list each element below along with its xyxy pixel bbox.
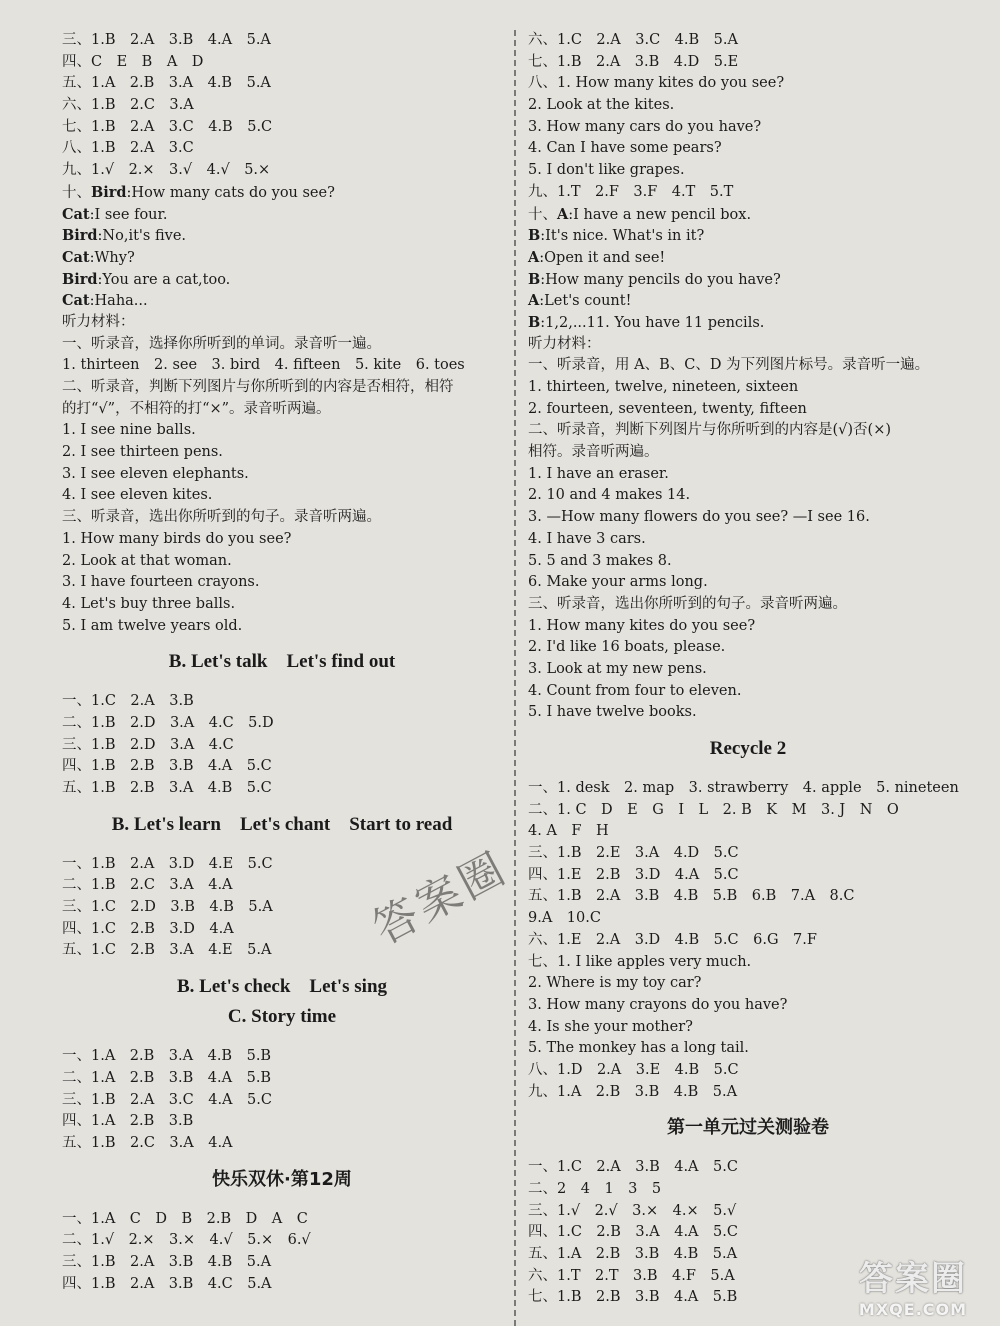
spacer <box>528 1143 968 1157</box>
answer-line: 七、1. I like apples very much. <box>528 953 752 970</box>
answer-line: 3. I have fourteen crayons. <box>62 574 260 591</box>
answer-line: Bird:No,it's five. <box>62 227 187 245</box>
answer-line: 1. thirteen 2. see 3. bird 4. fifteen 5. kite 6. toes <box>62 357 465 374</box>
answer-line: 七、1.B 2.A 3.C 4.B 5.C <box>62 118 273 135</box>
spacer <box>528 764 968 778</box>
answer-line: 3. Look at my new pens. <box>528 660 707 677</box>
speaker-label: A <box>557 205 569 223</box>
answer-line: 4. Let's buy three balls. <box>62 595 236 612</box>
answer-line: 四、1.B 2.B 3.B 4.A 5.C <box>62 758 272 775</box>
answer-line: Cat:I see four. <box>62 205 168 223</box>
answer-line: 九、1.A 2.B 3.B 4.B 5.A <box>528 1083 738 1100</box>
answer-line: 八、1.B 2.A 3.C <box>62 140 194 157</box>
answer-line: A:Let's count! <box>528 292 632 310</box>
speaker-label: Bird <box>62 227 98 245</box>
speaker-label: Cat <box>62 248 90 266</box>
answer-line: Cat:Haha... <box>62 292 148 310</box>
answer-line: 5. I am twelve years old. <box>62 617 243 634</box>
answer-line: 5. 5 and 3 makes 8. <box>528 552 672 569</box>
answer-line: 六、1.E 2.A 3.D 4.B 5.C 6.G 7.F <box>528 931 817 948</box>
answer-line: 四、1.E 2.B 3.D 4.A 5.C <box>528 866 739 883</box>
answer-line: 一、1. desk 2. map 3. strawberry 4. apple 5. nineteen <box>528 780 959 796</box>
left-column <box>62 30 502 1295</box>
answer-line: 的打“√”，不相符的打“×”。录音听两遍。 <box>62 400 331 417</box>
answer-line: B:How many pencils do you have? <box>528 270 781 288</box>
answer-line: 三、1.B 2.A 3.B 4.B 5.A <box>62 1253 272 1270</box>
answer-line: 五、1.A 2.B 3.A 4.B 5.A <box>62 75 271 92</box>
answer-line: 一、1.A C D B 2.B D A C <box>62 1210 308 1227</box>
answer-line: 5. I don't like grapes. <box>528 162 685 179</box>
answer-line: 3. I see eleven elephants. <box>62 465 249 482</box>
answer-line: 八、1. How many kites do you see? <box>528 75 785 92</box>
section-heading: C. Story time <box>227 1006 337 1028</box>
answer-line: 6. Make your arms long. <box>528 574 708 591</box>
spacer <box>62 962 502 972</box>
answer-line: 二、听录音，判断下列图片与你所听到的内容是(√)否(×) <box>528 422 892 439</box>
speaker-label: B <box>528 227 541 245</box>
answer-line: 十、A:I have a new pencil box. <box>528 205 752 223</box>
answer-line: 1. How many birds do you see? <box>62 530 292 547</box>
answer-line: 三、1.B 2.D 3.A 4.C <box>62 736 234 753</box>
answer-line: 二、2 4 1 3 5 <box>528 1181 662 1197</box>
answer-line: 九、1.T 2.F 3.F 4.T 5.T <box>528 183 734 200</box>
logo-text: 答案圈 <box>859 1259 967 1299</box>
answer-line: 5. I have twelve books. <box>528 704 697 721</box>
answer-line: 2. I see thirteen pens. <box>62 444 223 461</box>
answer-line: 四、1.C 2.B 3.D 4.A <box>62 920 234 937</box>
answer-line: 二、听录音，判断下列图片与你所听到的内容是否相符，相符 <box>62 379 454 395</box>
answer-line: 5. The monkey has a long tail. <box>528 1040 749 1057</box>
spacer <box>62 1032 502 1046</box>
answer-line: 九、1.√ 2.× 3.√ 4.√ 5.× <box>62 162 271 179</box>
answer-line: 4. I see eleven kites. <box>62 487 213 504</box>
answer-line: 2. I'd like 16 boats, please. <box>528 639 726 656</box>
spacer <box>528 1103 968 1113</box>
section-heading: B. Let's talk Let's find out <box>168 651 396 673</box>
answer-line: B:1,2,...11. You have 11 pencils. <box>528 313 765 331</box>
answer-line: 三、1.B 2.E 3.A 4.D 5.C <box>528 845 739 862</box>
right-column <box>528 30 968 1309</box>
speaker-label: B <box>528 270 541 288</box>
answer-line: 五、1.B 2.B 3.A 4.B 5.C <box>62 780 272 796</box>
answer-line: Bird:You are a cat,too. <box>62 270 231 288</box>
speaker-label: Cat <box>62 205 90 223</box>
answer-line: 四、1.B 2.A 3.B 4.C 5.A <box>62 1275 272 1292</box>
spacer <box>62 800 502 810</box>
answer-line: 4. Can I have some pears? <box>528 140 722 157</box>
answer-line: 十、Bird:How many cats do you see? <box>62 183 335 201</box>
answer-line: 一、听录音，选择你所听到的单词。录音听一遍。 <box>62 335 381 352</box>
answer-line: 1. I see nine balls. <box>62 422 196 439</box>
spacer <box>62 677 502 691</box>
answer-line: B:It's nice. What's in it? <box>528 227 705 245</box>
answer-line: 二、1.B 2.D 3.A 4.C 5.D <box>62 714 274 731</box>
spacer <box>62 637 502 647</box>
speaker-label: A <box>528 292 540 310</box>
answer-line: 1. thirteen, twelve, nineteen, sixteen <box>528 379 799 395</box>
answer-line: 五、1.B 2.C 3.A 4.A <box>62 1134 233 1151</box>
answer-line: 五、1.C 2.B 3.A 4.E 5.A <box>62 942 272 959</box>
answer-line: 六、1.C 2.A 3.C 4.B 5.A <box>528 32 738 48</box>
answer-line: 二、1.A 2.B 3.B 4.A 5.B <box>62 1069 272 1086</box>
answer-line: 3. How many cars do you have? <box>528 118 762 135</box>
spacer <box>528 724 968 734</box>
answer-line: A:Open it and see! <box>528 248 666 266</box>
spacer <box>62 1195 502 1209</box>
answer-line: 一、1.A 2.B 3.A 4.B 5.B <box>62 1048 272 1065</box>
handwritten-watermark: 答案圈 <box>365 842 517 955</box>
answer-line: 一、1.C 2.A 3.B 4.A 5.C <box>528 1159 738 1176</box>
speaker-label: A <box>528 248 540 266</box>
answer-line: 四、C E B A D <box>62 53 204 70</box>
site-logo <box>838 1254 988 1319</box>
answer-line: 4. Count from four to eleven. <box>528 682 742 699</box>
answer-line: 六、1.T 2.T 3.B 4.F 5.A <box>528 1267 735 1284</box>
answer-line: 1. I have an eraser. <box>528 465 669 482</box>
answer-line: 八、1.D 2.A 3.E 4.B 5.C <box>528 1061 739 1078</box>
answer-line: 六、1.B 2.C 3.A <box>62 97 194 114</box>
answer-line: 2. Look at that woman. <box>62 552 232 569</box>
answer-line: 3. How many crayons do you have? <box>528 996 788 1013</box>
answer-line: 三、1.B 2.A 3.C 4.A 5.C <box>62 1091 272 1108</box>
answer-line: 9.A 10.C <box>528 910 601 927</box>
answer-line: Cat:Why? <box>62 248 135 266</box>
answer-line: 五、1.A 2.B 3.B 4.B 5.A <box>528 1246 738 1263</box>
answer-line: 4. A F H <box>528 823 609 840</box>
answer-line: 四、1.A 2.B 3.B <box>62 1113 194 1130</box>
answer-line: 三、1.C 2.D 3.B 4.B 5.A <box>62 899 273 916</box>
answer-line: 相符。录音听两遍。 <box>528 444 659 461</box>
answer-line: 4. Is she your mother? <box>528 1018 693 1035</box>
answer-line: 4. I have 3 cars. <box>528 530 646 547</box>
logo-url: MXQE.COM <box>858 1300 968 1319</box>
answer-line: 听力材料： <box>528 335 601 352</box>
answer-line: 七、1.B 2.A 3.B 4.D 5.E <box>528 53 739 70</box>
answer-line: 一、1.C 2.A 3.B <box>62 693 194 710</box>
answer-line: 2. Where is my toy car? <box>528 975 702 992</box>
spacer <box>62 1155 502 1165</box>
answer-line: 听力材料： <box>62 313 135 330</box>
section-heading: Recycle 2 <box>709 738 787 759</box>
answer-line: 一、1.B 2.A 3.D 4.E 5.C <box>62 855 273 872</box>
speaker-label: Bird <box>62 270 98 288</box>
answer-line: 三、1.B 2.A 3.B 4.A 5.A <box>62 32 271 48</box>
answer-line: 三、1.√ 2.√ 3.× 4.× 5.√ <box>528 1202 737 1219</box>
answer-line: 3. —How many flowers do you see? —I see 16. <box>528 509 870 526</box>
speaker-label: Bird <box>91 183 127 201</box>
answer-line: 二、1. C D E G I L 2. B K M 3. J N O <box>528 801 899 818</box>
section-heading: 快乐双休·第12周 <box>212 1168 352 1190</box>
spacer <box>62 840 502 854</box>
section-heading: B. Let's learn Let's chant Start to read <box>111 813 453 835</box>
answer-line: 二、1.√ 2.× 3.× 4.√ 5.× 6.√ <box>62 1232 311 1249</box>
answer-line: 五、1.B 2.A 3.B 4.B 5.B 6.B 7.A 8.C <box>528 888 855 905</box>
answer-line: 2. 10 and 4 makes 14. <box>528 487 691 504</box>
section-heading: 第一单元过关测验卷 <box>667 1117 829 1139</box>
speaker-label: Cat <box>62 292 90 310</box>
answer-line: 二、1.B 2.C 3.A 4.A <box>62 877 233 894</box>
answer-line: 三、听录音，选出你所听到的句子。录音听两遍。 <box>528 595 847 612</box>
column-divider <box>514 30 516 1326</box>
answer-line: 2. Look at the kites. <box>528 97 675 114</box>
answer-line: 七、1.B 2.B 3.B 4.A 5.B <box>528 1289 738 1306</box>
answer-line: 一、听录音，用 A、B、C、D 为下列图片标号。录音听一遍。 <box>528 357 930 374</box>
answer-line: 四、1.C 2.B 3.A 4.A 5.C <box>528 1224 738 1241</box>
section-heading: B. Let's check Let's sing <box>176 976 388 998</box>
speaker-label: B <box>528 313 541 331</box>
answer-line: 三、听录音，选出你所听到的句子。录音听两遍。 <box>62 509 381 526</box>
answer-line: 2. fourteen, seventeen, twenty, fifteen <box>528 400 807 417</box>
answer-line: 1. How many kites do you see? <box>528 617 756 634</box>
